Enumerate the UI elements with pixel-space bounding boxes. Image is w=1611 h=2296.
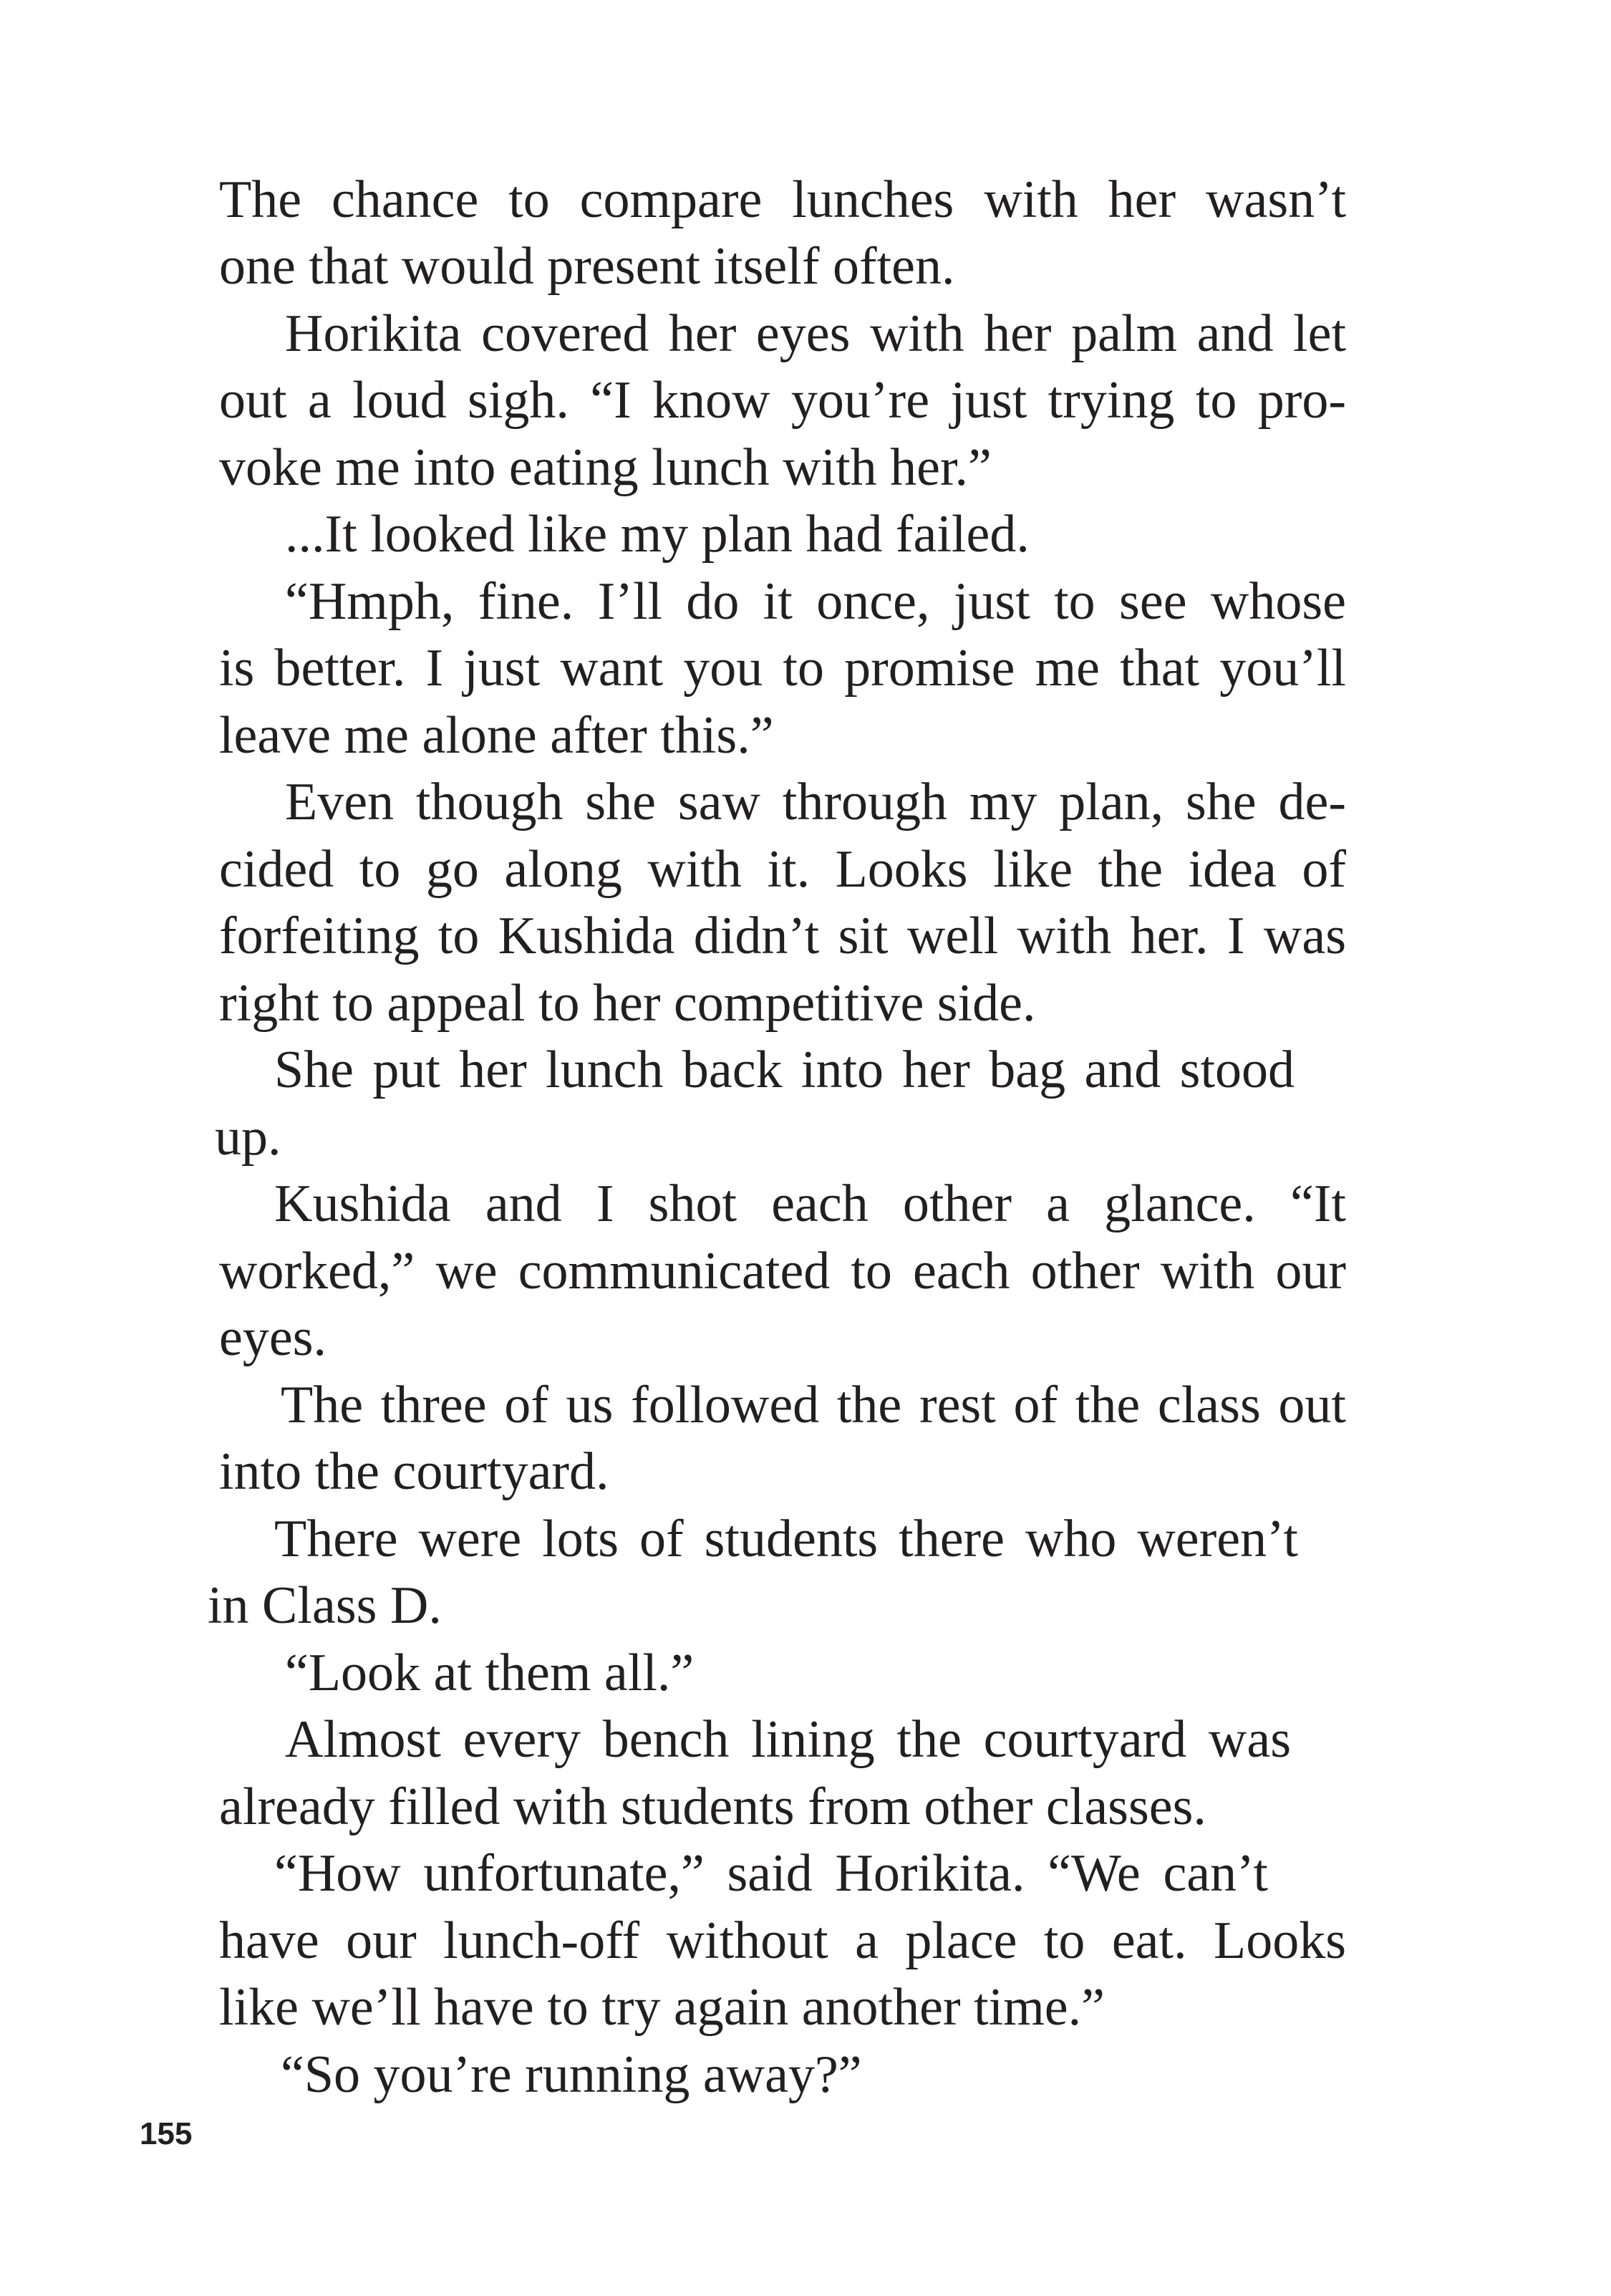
page-number: 155 [140, 2116, 193, 2151]
text-line-19: The three of us followed the rest of the class out [281, 1376, 1346, 1434]
text-line-14: She put her lunch back into her bag and stood [274, 1041, 1295, 1099]
text-line-28: like we’ll have to try again another time.” [219, 1978, 1105, 2037]
text-line-27: have our lunch-off without a place to eat. Looks [219, 1911, 1346, 1970]
text-line-23: “Look at them all.” [285, 1644, 695, 1702]
text-line-20: into the courtyard. [219, 1442, 609, 1501]
text-line-10: Even though she saw through my plan, she de- [285, 773, 1346, 831]
text-line-2: one that would present itself often. [219, 237, 955, 296]
text-line-22: in Class D. [208, 1576, 442, 1635]
text-line-21: There were lots of students there who weren’t [274, 1510, 1298, 1568]
text-line-29: “So you’re running away?” [281, 2045, 862, 2104]
text-line-8: is better. I just want you to promise me that you’ll [219, 639, 1346, 698]
text-line-25: already filled with students from other classes. [219, 1778, 1206, 1836]
text-line-15: up. [215, 1108, 281, 1167]
text-line-18: eyes. [219, 1308, 326, 1367]
text-line-9: leave me alone after this.” [219, 706, 774, 765]
text-line-16: Kushida and I shot each other a glance. “It [274, 1174, 1346, 1233]
text-line-13: right to appeal to her competitive side. [219, 974, 1036, 1033]
text-line-12: forfeiting to Kushida didn’t sit well with her. I was [219, 907, 1346, 965]
text-line-7: “Hmph, fine. I’ll do it once, just to see whose [285, 572, 1346, 631]
text-line-6: ...It looked like my plan had failed. [285, 505, 1030, 564]
text-line-17: worked,” we communicated to each other with our [219, 1242, 1346, 1301]
text-line-5: voke me into eating lunch with her.” [219, 438, 992, 497]
text-line-24: Almost every bench lining the courtyard was [285, 1710, 1291, 1769]
text-line-4: out a loud sigh. “I know you’re just trying to pro- [219, 371, 1346, 430]
text-line-1: The chance to compare lunches with her wasn’t [219, 170, 1346, 229]
text-line-26: “How unfortunate,” said Horikita. “We can’t [274, 1844, 1268, 1903]
text-line-11: cided to go along with it. Looks like the idea of [219, 840, 1346, 899]
text-line-3: Horikita covered her eyes with her palm and let [285, 304, 1346, 363]
